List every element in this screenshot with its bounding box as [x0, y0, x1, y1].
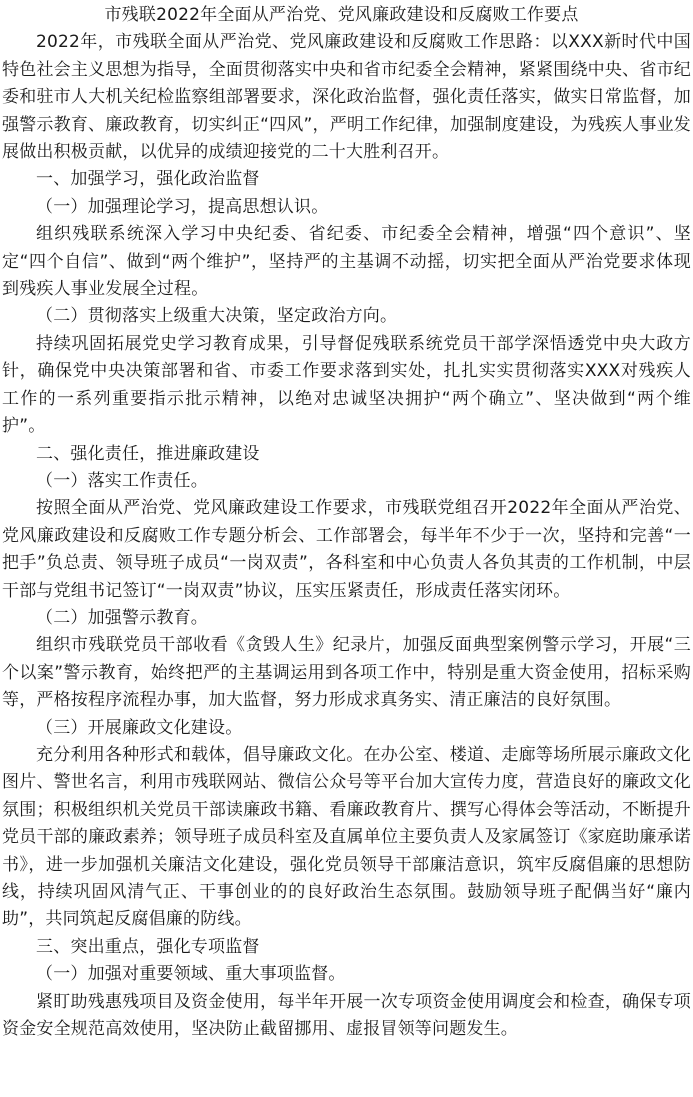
paragraph-1-1: 组织残联系统深入学习中央纪委、省纪委、市纪委全会精神，增强“四个意识”、坚定“四个自信”、做到“两个维护”，坚持严的主基调不动摇，切实把全面从严治党要求体现到残疾人事业发展全过程。	[2, 224, 691, 300]
paragraph-3-1: 紧盯助残惠残项目及资金使用，每半年开展一次专项资金使用调度会和检查，确保专项资金安全规范高效使用，坚决防止截留挪用、虚报冒领等问题发生。	[2, 991, 691, 1040]
paragraph-2-1: 按照全面从严治党、党风廉政建设工作要求，市残联党组召开2022年全面从严治党、党风廉政建设和反腐败工作专题分析会、工作部署会，每半年不少于一次，坚持和完善“一把手”负总责、领导班子成员“一岗双责”，各科室和中心负责人各负其责的工作机制，中层干部与党组书记签订“一岗双责”协议，压实压紧责任，形成责任落实闭环。	[2, 498, 691, 601]
heading-subsection-2-1: （一）落实工作责任。	[36, 470, 208, 491]
heading-subsection-2-3: （三）开展廉政文化建设。	[36, 717, 243, 738]
paragraph-2-2: 组织市残联党员干部收看《贪毁人生》纪录片，加强反面典型案例警示学习，开展“三个以案”警示教育，始终把严的主基调运用到各项工作中，特别是重大资金使用，招标采购等，严格按程序流程办事，加大监督，努力形成求真务实、清正廉洁的良好氛围。	[2, 635, 691, 711]
heading-section-1: 一、加强学习，强化政治监督	[36, 169, 260, 190]
heading-subsection-2-2: （二）加强警示教育。	[36, 607, 208, 628]
paragraph-intro: 2022年，市残联全面从严治党、党风廉政建设和反腐败工作思路：以XXX新时代中国特色社会主义思想为指导，全面贯彻落实中央和省市纪委全会精神，紧紧围绕中央、省市纪委和驻市人大机关纪检监察组部署要求，深化政治监督，强化责任落实，做实日常监督，加强警示教育、廉政教育，切实纠正“四风”，严明工作纪律，加强制度建设，为残疾人事业发展做出积极贡献，以优异的成绩迎接党的二十大胜利召开。	[2, 32, 691, 163]
heading-subsection-1-2: （二）贯彻落实上级重大决策，坚定政治方向。	[36, 306, 398, 327]
document-title: 市残联2022年全面从严治党、党风廉政建设和反腐败工作要点	[104, 5, 579, 25]
heading-subsection-3-1: （一）加强对重要领域、重大事项监督。	[36, 964, 346, 985]
heading-section-3: 三、突出重点，强化专项监督	[36, 936, 260, 957]
heading-subsection-1-1: （一）加强理论学习，提高思想认识。	[36, 196, 329, 217]
paragraph-1-2: 持续巩固拓展党史学习教育成果，引导督促残联系统党员干部学深悟透党中央大政方针，确保党中央决策部署和省、市委工作要求落到实处，扎扎实实贯彻落实XXX对残疾人工作的一系列重要指示批示精神，以绝对忠诚坚决拥护“两个确立”、坚决做到“两个维护”。	[2, 333, 691, 437]
paragraph-2-3: 充分利用各种形式和载体，倡导廉政文化。在办公室、楼道、走廊等场所展示廉政文化图片、警世名言，利用市残联网站、微信公众号等平台加大宣传力度，营造良好的廉政文化氛围；积极组织机关党员干部读廉政书籍、看廉政教育片、撰写心得体会等活动，不断提升党员干部的廉政素养；领导班子成员科室及直属单位主要负责人及家属签订《家庭助廉承诺书》，进一步加强机关廉洁文化建设，强化党员领导干部廉洁意识，筑牢反腐倡廉的思想防线，持续巩固风清气正、干事创业的的良好政治生态氛围。鼓励领导班子配偶当好“廉内助”，共同筑起反腐倡廉的防线。	[2, 744, 691, 930]
heading-section-2: 二、强化责任，推进廉政建设	[36, 443, 260, 464]
